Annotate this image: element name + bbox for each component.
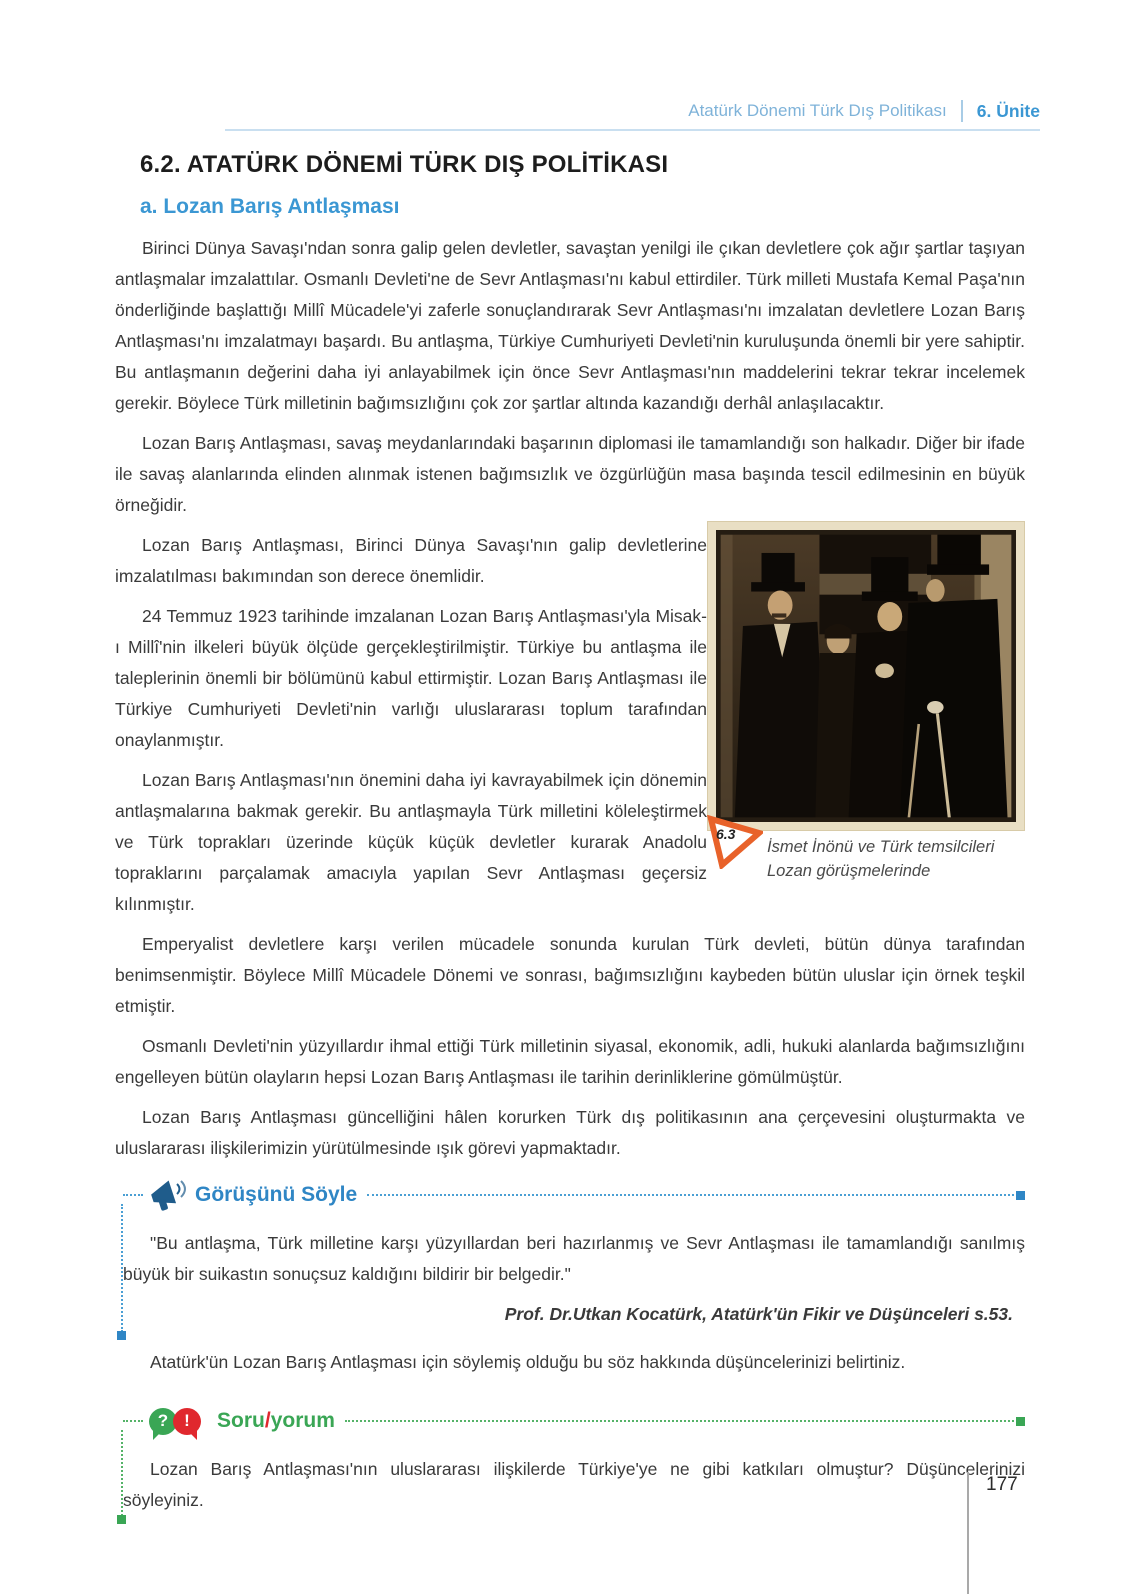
figure-number-marker bbox=[707, 815, 763, 869]
paragraph: Lozan Barış Antlaşması'nın önemini daha iyi kavrayabilmek için dönemin antlaşmalarına bakmak gerekir. Bu antlaşmayla Türk milletini köleleştirmek ve Türk toprakları üzerinde küçük küçük devletler kurarak Anadolu topraklarını parçalamak amacıyla yapılan Sevr Antlaşması geçersiz kılınmıştır. bbox=[115, 770, 707, 914]
opinion-task: Atatürk'ün Lozan Barış Antlaşması için söylemiş olduğu bu söz hakkında düşüncelerinizi belirtiniz. bbox=[150, 1352, 906, 1372]
figure-lozan-photo bbox=[707, 521, 1025, 883]
question-bubbles bbox=[149, 1404, 209, 1438]
exclaim-bubble-icon: ! bbox=[173, 1408, 201, 1435]
paragraph: Lozan Barış Antlaşması, savaş meydanlarındaki başarının diplomasi ile tamamlandığı son halkadır. Diğer bir ifade ile savaş alanlarında elinden alınmak istenen bağımsızlık ve özgürlüğün masa başında tescil edilmesinin en büyük örneğidir. bbox=[115, 433, 1025, 515]
photo-ismet-inonu-lausanne bbox=[716, 530, 1016, 822]
question-rail-end-square bbox=[117, 1515, 126, 1524]
dotted-end-square bbox=[1016, 1417, 1025, 1426]
svg-text:6.3: 6.3 bbox=[716, 826, 736, 842]
page-number: 177 bbox=[986, 1474, 1018, 1495]
paragraph: Osmanlı Devleti'nin yüzyıllardır ihmal ettiği Türk milletinin siyasal, ekonomik, adli, hukuki alanlarda bağımsızlığını engelleyen bütün olayların hepsi Lozan Barış Antlaşması ile tarihin derinliklerine gömülmüştür. bbox=[115, 1036, 1025, 1087]
section-title: 6.2. ATATÜRK DÖNEMİ TÜRK DIŞ POLİTİKASI bbox=[140, 151, 669, 178]
question-bubble-icon: ? bbox=[149, 1408, 177, 1435]
paragraph: Lozan Barış Antlaşması güncelliğini hâlen korurken Türk dış politikasının ana çerçevesini oluşturmakta ve uluslararası ilişkilerimizin yürütülmesinde ışık görevi yapmaktadır. bbox=[115, 1107, 1025, 1158]
paragraph: Lozan Barış Antlaşması, Birinci Dünya Savaşı'nın galip devletlerine imzalatılması bakımından son derece önemlidir. bbox=[115, 535, 707, 586]
dotted-lead-line bbox=[123, 1420, 143, 1422]
dotted-fill-line bbox=[367, 1194, 1014, 1196]
megaphone-icon bbox=[149, 1178, 187, 1212]
question-title-slash: / bbox=[264, 1409, 271, 1432]
quote-attribution: Prof. Dr.Utkan Kocatürk, Atatürk'ün Fikir ve Düşünceleri s.53. bbox=[504, 1304, 1013, 1324]
figure-caption-row bbox=[707, 815, 1025, 883]
photo-frame bbox=[707, 521, 1025, 831]
dotted-fill-line bbox=[345, 1420, 1014, 1422]
paragraph: 24 Temmuz 1923 tarihinde imzalanan Lozan Barış Antlaşması'yla Misak-ı Millî'nin ilkeleri büyük ölçüde gerçekleştirilmiştir. Türkiye bu antlaşma ile taleplerinin önemli bir bölümünü kabul ettirmiştir. Lozan Barış Antlaşması ile Türkiye Cumhuriyeti Devleti'nin varlığı uluslararası toplum tarafından onaylanmıştır. bbox=[115, 606, 707, 750]
dotted-lead-line bbox=[123, 1194, 143, 1196]
opinion-title: Görüşünü Söyle bbox=[195, 1183, 358, 1206]
opinion-header bbox=[123, 1178, 1025, 1212]
question-text: Lozan Barış Antlaşması'nın uluslararası ilişkilerde Türkiye'ye ne gibi katkıları olmuştur? Düşüncelerinizi söyleyiniz. bbox=[123, 1459, 1025, 1510]
page-number-rule bbox=[967, 1472, 969, 1594]
question-title bbox=[217, 1409, 335, 1433]
page-header bbox=[225, 100, 1040, 131]
opinion-rail-end-square bbox=[117, 1331, 126, 1340]
figure-caption: İsmet İnönü ve Türk temsilcileri Lozan görüşmelerinde bbox=[767, 838, 995, 880]
question-box bbox=[115, 1404, 1025, 1516]
opinion-quote: "Bu antlaşma, Türk milletine karşı yüzyıllardan beri hazırlanmış ve Sevr Antlaşması ile tamamlandığı sanılmış büyük bir suikastın sonuçsuz kaldığını bildirir bir belgedir." bbox=[123, 1233, 1025, 1284]
question-title-part2: yorum bbox=[270, 1409, 335, 1432]
unit-label: 6. Ünite bbox=[976, 100, 1040, 121]
question-left-rail bbox=[121, 1430, 123, 1516]
opinion-left-rail bbox=[121, 1204, 123, 1332]
question-header bbox=[123, 1404, 1025, 1438]
paragraph: Birinci Dünya Savaşı'ndan sonra galip gelen devletler, savaştan yenilgi ile çıkan devletlere çok ağır şartlar taşıyan antlaşmalar imzalattılar. Osmanlı Devleti'ne de Sevr Antlaşması'nı kabul ettirdiler. Türk milleti Mustafa Kemal Paşa'nın önderliğinde başlattığı Millî Mücadele'yi zaferle sonuçlandırarak Sevr Antlaşması'nı imzalatan devletlere Lozan Barış Antlaşması'nı imzalatmayı başardı. Bu antlaşma, Türkiye Cumhuriyeti Devleti'nin kuruluşunda önemli bir yere sahiptir. Bu antlaşmanın değerini daha iyi anlayabilmek için önce Sevr Antlaşması'nın maddelerini tekrar tekrar incelemek gerekir. Böylece Türk milletinin bağımsızlığını çok zor şartlar altında kazandığı derhâl anlaşılacaktır. bbox=[115, 238, 1025, 413]
paragraph: Emperyalist devletlere karşı verilen mücadele sonunda kurulan Türk devleti, bütün dünya tarafından benimsenmiştir. Böylece Millî Mücadele Dönemi ve sonrası, bağımsızlığını kaybeden bütün uluslar için örnek teşkil etmiştir. bbox=[115, 934, 1025, 1016]
page-content bbox=[115, 151, 1025, 1516]
question-title-part1: Soru bbox=[217, 1409, 265, 1432]
breadcrumb: Atatürk Dönemi Türk Dış Politikası bbox=[688, 101, 947, 120]
header-divider bbox=[961, 100, 963, 122]
subsection-title: a. Lozan Barış Antlaşması bbox=[140, 195, 400, 218]
opinion-box bbox=[115, 1178, 1025, 1378]
dotted-end-square bbox=[1016, 1191, 1025, 1200]
orange-triangle-icon bbox=[707, 815, 763, 869]
